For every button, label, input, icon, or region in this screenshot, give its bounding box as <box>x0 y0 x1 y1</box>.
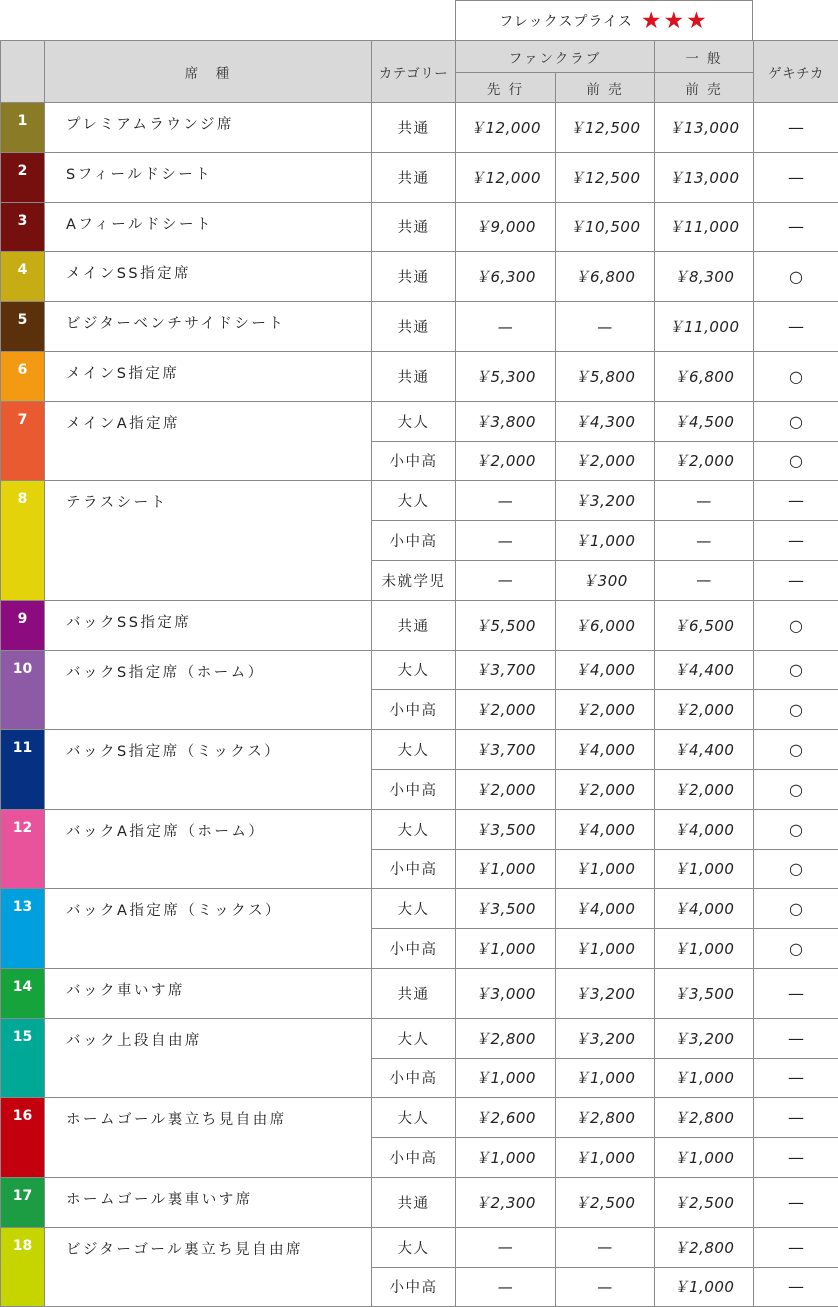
fanclub-advance-price: ￥4,000 <box>556 809 655 849</box>
table-row <box>1 809 838 849</box>
fanclub-advance-price: ￥5,800 <box>556 351 655 401</box>
fanclub-advance-price: ￥2,000 <box>556 690 655 730</box>
fanclub-advance-price: ￥4,000 <box>556 650 655 690</box>
gekichika-cell: — <box>754 560 838 600</box>
table-row <box>1 600 838 650</box>
general-advance-price: ￥6,500 <box>655 600 754 650</box>
category-cell: 大人 <box>372 401 456 441</box>
general-advance-price: ￥6,800 <box>655 351 754 401</box>
gekichika-cell: — <box>754 1227 838 1267</box>
fanclub-advance-price: — <box>556 1267 655 1307</box>
table-row <box>1 730 838 770</box>
category-cell: 小中高 <box>372 1058 456 1098</box>
general-advance-price: ￥4,000 <box>655 889 754 929</box>
table-row <box>1 401 838 441</box>
gekichika-cell: — <box>754 202 838 252</box>
header-general: 一 般 <box>655 41 754 73</box>
header-general-advance: 前 売 <box>655 73 754 103</box>
gekichika-cell: ○ <box>754 889 838 929</box>
category-cell: 大人 <box>372 889 456 929</box>
fanclub-advance-price: ￥6,000 <box>556 600 655 650</box>
gekichika-cell: ○ <box>754 769 838 809</box>
general-advance-price: — <box>655 521 754 561</box>
general-advance-price: ￥1,000 <box>655 1058 754 1098</box>
fanclub-advance-price: ￥4,000 <box>556 730 655 770</box>
seat-name: バックA指定席（ミックス） <box>45 889 372 969</box>
category-cell: 共通 <box>372 152 456 202</box>
category-cell: 共通 <box>372 968 456 1018</box>
fanclub-advance-price: ￥300 <box>556 560 655 600</box>
gekichika-cell: ○ <box>754 929 838 969</box>
general-advance-price: ￥4,500 <box>655 401 754 441</box>
fanclub-presale-price: ￥3,000 <box>456 968 556 1018</box>
fanclub-presale-price: ￥12,000 <box>456 152 556 202</box>
fanclub-presale-price: ￥2,600 <box>456 1098 556 1138</box>
general-advance-price: ￥2,500 <box>655 1177 754 1227</box>
seat-number-badge: 8 <box>1 481 45 600</box>
fanclub-advance-price: ￥1,000 <box>556 849 655 889</box>
table-header <box>1 41 838 103</box>
fanclub-presale-price: — <box>456 521 556 561</box>
fanclub-advance-price: ￥3,200 <box>556 481 655 521</box>
fanclub-presale-price: ￥5,300 <box>456 351 556 401</box>
header-gekichika: ゲキチカ <box>754 41 838 103</box>
table-row <box>1 152 838 202</box>
fanclub-presale-price: ￥2,300 <box>456 1177 556 1227</box>
general-advance-price: ￥1,000 <box>655 1138 754 1178</box>
gekichika-cell: ○ <box>754 252 838 302</box>
price-table <box>0 40 838 1307</box>
fanclub-advance-price: ￥1,000 <box>556 1058 655 1098</box>
fanclub-presale-price: ￥1,000 <box>456 1138 556 1178</box>
seat-number-badge: 13 <box>1 889 45 969</box>
seat-name: ビジターゴール裏立ち見自由席 <box>45 1227 372 1307</box>
fanclub-presale-price: ￥6,300 <box>456 252 556 302</box>
gekichika-cell: — <box>754 152 838 202</box>
general-advance-price: ￥4,400 <box>655 650 754 690</box>
seat-number-badge: 7 <box>1 401 45 481</box>
general-advance-price: ￥13,000 <box>655 152 754 202</box>
general-advance-price: ￥13,000 <box>655 103 754 153</box>
category-cell: 共通 <box>372 252 456 302</box>
fanclub-advance-price: ￥2,000 <box>556 441 655 481</box>
seat-number-badge: 6 <box>1 351 45 401</box>
seat-number-badge: 12 <box>1 809 45 889</box>
fanclub-advance-price: — <box>556 1227 655 1267</box>
seat-name: メインSS指定席 <box>45 252 372 302</box>
gekichika-cell: — <box>754 1098 838 1138</box>
fanclub-presale-price: ￥9,000 <box>456 202 556 252</box>
fanclub-presale-price: ￥3,500 <box>456 889 556 929</box>
seat-number-badge: 10 <box>1 650 45 730</box>
gekichika-cell: — <box>754 1018 838 1058</box>
table-row <box>1 889 838 929</box>
category-cell: 小中高 <box>372 521 456 561</box>
general-advance-price: ￥2,800 <box>655 1227 754 1267</box>
table-row <box>1 650 838 690</box>
fanclub-advance-price: ￥2,000 <box>556 769 655 809</box>
table-row <box>1 1098 838 1138</box>
general-advance-price: ￥2,000 <box>655 769 754 809</box>
category-cell: 大人 <box>372 650 456 690</box>
category-cell: 小中高 <box>372 1138 456 1178</box>
category-cell: 共通 <box>372 202 456 252</box>
category-cell: 小中高 <box>372 1267 456 1307</box>
fanclub-advance-price: ￥2,800 <box>556 1098 655 1138</box>
category-cell: 小中高 <box>372 849 456 889</box>
general-advance-price: ￥1,000 <box>655 929 754 969</box>
fanclub-advance-price: ￥10,500 <box>556 202 655 252</box>
seat-number-badge: 4 <box>1 252 45 302</box>
seat-number-badge: 15 <box>1 1018 45 1098</box>
seat-number-badge: 9 <box>1 600 45 650</box>
fanclub-presale-price: ￥2,000 <box>456 690 556 730</box>
gekichika-cell: ○ <box>754 441 838 481</box>
header-category: カテゴリー <box>372 41 456 103</box>
fanclub-presale-price: — <box>456 481 556 521</box>
gekichika-cell: — <box>754 1138 838 1178</box>
general-advance-price: ￥4,000 <box>655 809 754 849</box>
fanclub-advance-price: ￥4,300 <box>556 401 655 441</box>
seat-name: メインA指定席 <box>45 401 372 481</box>
seat-name: バックS指定席（ミックス） <box>45 730 372 810</box>
fanclub-presale-price: ￥2,800 <box>456 1018 556 1058</box>
fanclub-presale-price: ￥1,000 <box>456 849 556 889</box>
star-icon: ★★★ <box>641 8 709 34</box>
table-row <box>1 351 838 401</box>
seat-number-badge: 18 <box>1 1227 45 1307</box>
header-fanclub-presale: 先 行 <box>456 73 556 103</box>
header-fanclub-advance: 前 売 <box>556 73 655 103</box>
category-cell: 大人 <box>372 481 456 521</box>
category-cell: 共通 <box>372 1177 456 1227</box>
category-cell: 小中高 <box>372 769 456 809</box>
category-cell: 未就学児 <box>372 560 456 600</box>
general-advance-price: ￥11,000 <box>655 202 754 252</box>
category-cell: 小中高 <box>372 441 456 481</box>
fanclub-advance-price: ￥1,000 <box>556 929 655 969</box>
category-cell: 共通 <box>372 600 456 650</box>
fanclub-advance-price: ￥3,200 <box>556 968 655 1018</box>
seat-number-badge: 3 <box>1 202 45 252</box>
general-advance-price: ￥2,800 <box>655 1098 754 1138</box>
fanclub-advance-price: ￥12,500 <box>556 103 655 153</box>
fanclub-presale-price: ￥3,800 <box>456 401 556 441</box>
table-row <box>1 302 838 352</box>
gekichika-cell: — <box>754 103 838 153</box>
fanclub-presale-price: ￥3,700 <box>456 650 556 690</box>
fanclub-advance-price: ￥6,800 <box>556 252 655 302</box>
category-cell: 小中高 <box>372 690 456 730</box>
fanclub-presale-price: ￥12,000 <box>456 103 556 153</box>
table-row <box>1 103 838 153</box>
gekichika-cell: — <box>754 521 838 561</box>
general-advance-price: ￥1,000 <box>655 1267 754 1307</box>
table-row <box>1 1227 838 1267</box>
gekichika-cell: — <box>754 1267 838 1307</box>
gekichika-cell: — <box>754 1177 838 1227</box>
general-advance-price: — <box>655 560 754 600</box>
seat-number-badge: 11 <box>1 730 45 810</box>
seat-name: バック上段自由席 <box>45 1018 372 1098</box>
fanclub-presale-price: ￥1,000 <box>456 929 556 969</box>
fanclub-advance-price: ￥4,000 <box>556 889 655 929</box>
general-advance-price: ￥3,200 <box>655 1018 754 1058</box>
category-cell: 共通 <box>372 103 456 153</box>
fanclub-advance-price: ￥2,500 <box>556 1177 655 1227</box>
seat-name: Sフィールドシート <box>45 152 372 202</box>
header-fanclub: ファンクラブ <box>456 41 655 73</box>
category-cell: 大人 <box>372 1018 456 1058</box>
seat-name: メインS指定席 <box>45 351 372 401</box>
gekichika-cell: — <box>754 968 838 1018</box>
fanclub-presale-price: — <box>456 1267 556 1307</box>
seat-name: プレミアムラウンジ席 <box>45 103 372 153</box>
category-cell: 大人 <box>372 730 456 770</box>
seat-name: バック車いす席 <box>45 968 372 1018</box>
fanclub-presale-price: — <box>456 302 556 352</box>
header-number <box>1 41 45 103</box>
seat-name: ホームゴール裏車いす席 <box>45 1177 372 1227</box>
header-seat-type: 席 種 <box>45 41 372 103</box>
fanclub-advance-price: ￥1,000 <box>556 521 655 561</box>
fanclub-presale-price: ￥3,700 <box>456 730 556 770</box>
seat-number-badge: 1 <box>1 103 45 153</box>
gekichika-cell: ○ <box>754 351 838 401</box>
gekichika-cell: ○ <box>754 650 838 690</box>
gekichika-cell: ○ <box>754 401 838 441</box>
gekichika-cell: ○ <box>754 690 838 730</box>
category-cell: 大人 <box>372 809 456 849</box>
gekichika-cell: ○ <box>754 809 838 849</box>
seat-name: Aフィールドシート <box>45 202 372 252</box>
flex-price-label: フレックスプライス <box>499 11 633 31</box>
seat-number-badge: 17 <box>1 1177 45 1227</box>
table-body <box>1 103 838 1307</box>
seat-name: バックA指定席（ホーム） <box>45 809 372 889</box>
fanclub-presale-price: ￥5,500 <box>456 600 556 650</box>
seat-name: ホームゴール裏立ち見自由席 <box>45 1098 372 1178</box>
table-row <box>1 1177 838 1227</box>
table-row <box>1 252 838 302</box>
table-row <box>1 481 838 521</box>
seat-number-badge: 5 <box>1 302 45 352</box>
fanclub-advance-price: — <box>556 302 655 352</box>
general-advance-price: ￥2,000 <box>655 690 754 730</box>
category-cell: 大人 <box>372 1098 456 1138</box>
general-advance-price: — <box>655 481 754 521</box>
general-advance-price: ￥11,000 <box>655 302 754 352</box>
seat-number-badge: 2 <box>1 152 45 202</box>
general-advance-price: ￥2,000 <box>655 441 754 481</box>
general-advance-price: ￥1,000 <box>655 849 754 889</box>
seat-name: テラスシート <box>45 481 372 600</box>
fanclub-presale-price: ￥1,000 <box>456 1058 556 1098</box>
seat-name: バックS指定席（ホーム） <box>45 650 372 730</box>
gekichika-cell: ○ <box>754 600 838 650</box>
fanclub-advance-price: ￥3,200 <box>556 1018 655 1058</box>
general-advance-price: ￥3,500 <box>655 968 754 1018</box>
fanclub-presale-price: — <box>456 1227 556 1267</box>
flex-price-header <box>455 0 753 40</box>
gekichika-cell: ○ <box>754 849 838 889</box>
fanclub-presale-price: — <box>456 560 556 600</box>
general-advance-price: ￥4,400 <box>655 730 754 770</box>
category-cell: 大人 <box>372 1227 456 1267</box>
category-cell: 小中高 <box>372 929 456 969</box>
gekichika-cell: — <box>754 302 838 352</box>
gekichika-cell: ○ <box>754 730 838 770</box>
fanclub-presale-price: ￥2,000 <box>456 441 556 481</box>
gekichika-cell: — <box>754 481 838 521</box>
category-cell: 共通 <box>372 302 456 352</box>
table-row <box>1 202 838 252</box>
general-advance-price: ￥8,300 <box>655 252 754 302</box>
gekichika-cell: — <box>754 1058 838 1098</box>
table-row <box>1 968 838 1018</box>
seat-name: ビジターベンチサイドシート <box>45 302 372 352</box>
fanclub-presale-price: ￥2,000 <box>456 769 556 809</box>
fanclub-presale-price: ￥3,500 <box>456 809 556 849</box>
category-cell: 共通 <box>372 351 456 401</box>
seat-number-badge: 14 <box>1 968 45 1018</box>
seat-number-badge: 16 <box>1 1098 45 1178</box>
seat-name: バックSS指定席 <box>45 600 372 650</box>
fanclub-advance-price: ￥12,500 <box>556 152 655 202</box>
table-row <box>1 1018 838 1058</box>
fanclub-advance-price: ￥1,000 <box>556 1138 655 1178</box>
